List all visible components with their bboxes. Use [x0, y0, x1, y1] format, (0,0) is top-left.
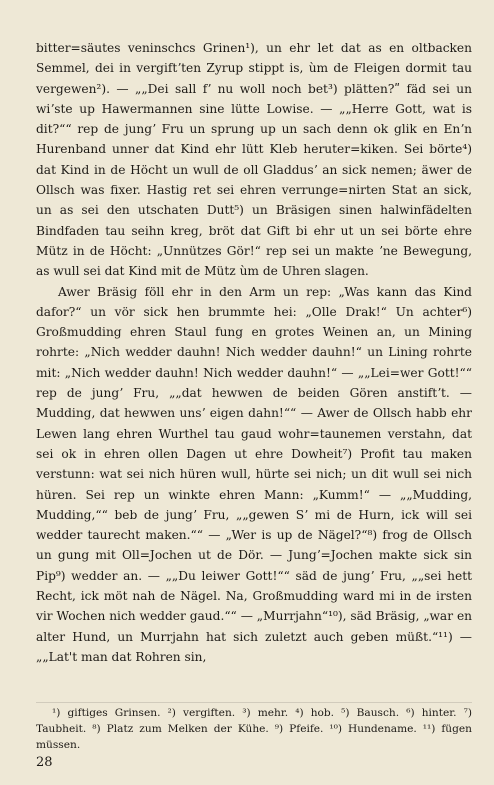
footnote-text: ¹) giftiges Grinsen. ²) vergiften. ³) mehr. ⁴) hob. ⁵) Bausch. ⁶) hinter. ⁷) Taubheit. ⁸) Platz zum Melken der Kühe. ⁹) Pfeife. ¹⁰) Hundename. ¹¹) fügen müssen.	[36, 707, 472, 751]
footnote-rule	[36, 702, 472, 703]
paragraph-2: Awer Bräsig föll ehr in den Arm un rep: „Was kann das Kind dafor?“ un vör sick hen brummte hei: „Olle Drak!“ Un achter⁶) Großmudding ehren Staul fung en grotes Weinen an, un Mining rohrte: „Nich wedder dauhn! Nich wedder dauhn!“ un Lining rohrte mit: „Nich wedder dauhn! Nich wedder dauhn!“ — „„Lei=wer Gott!““ rep de jungʼ Fru, „„dat hewwen de beiden Gören anstiftʼt. — Mudding, dat hewwen unsʼ eigen dahn!““ — Awer de Ollsch habb ehr Lewen lang ehren Wurthel tau gaud wohr=taunemen verstahn, dat sei ok in ehren ollen Dagen ut ehre Dowheit⁷) Profit tau maken verstunn: wat sei nich hüren wull, hürte sei nich; un dit wull sei nich hüren. Sei rep un winkte ehren Mann: „Kumm!“ — „„Mudding, Mudding,““ beb de jungʼ Fru, „„gewen Sʼ mi de Hurn, ick will sei wedder taurecht maken.““ — „Wer is up de Nägel?“⁸) frog de Ollsch un gung mit Oll=Jochen ut de Dör. — Jungʼ=Jochen makte sick sin Pip⁹) wedder an. — „„Du leiwer Gott!““ säd de jungʼ Fru, „„sei hett Recht, ick möt nah de Nägel. Na, Großmudding ward mi in de irsten vir Wochen nich wedder gaud.““ — „Murrjahn“¹⁰), säd Bräsig, „war en alter Hund, un Murrjahn hat sich zuletzt auch geben müßt.“¹¹) — „„Lat't man dat Rohren sin,	[36, 284, 472, 664]
page-number: 28	[36, 755, 53, 770]
paragraph-1: bitter=säutes veninschcs Grinen¹), un ehr let dat as en oltbacken Semmel, dei in vergiftʼten Zyrup stippt is, ùm de Fleigen dormit tau vergewen²). — „„Dei sall fʼ nu woll noch bet³) plätten?ʺ fäd sei un wiʼste up Hawermannen sine lütte Lowise. — „„Herre Gott, wat is dit?““ rep de jungʼ Fru un sprung up un sach denn ok glik en Enʼn Hurenband unner dat Kind ehr lütt Kleb heruter=kiken. Sei börte⁴) dat Kind in de Höcht un wull de oll Gladdusʼ an sick nemen; äwer de Ollsch was fixer. Hastig ret sei ehren verrunge=nirten Stat an sick, un as sei den utschaten Dutt⁵) un Bräsigen sinen halwinfädelten Bindfaden tau seihn kreg, bröt dat Gift bi ehr ut un sei börte ehre Mütz in de Höcht: „Unnützes Gör!“ rep sei un makte ʼne Bewegung, as wull sei dat Kind mit de Mütz ùm de Uhren slagen.	[36, 41, 472, 279]
footnotes	[36, 705, 472, 753]
body-text	[36, 38, 472, 667]
